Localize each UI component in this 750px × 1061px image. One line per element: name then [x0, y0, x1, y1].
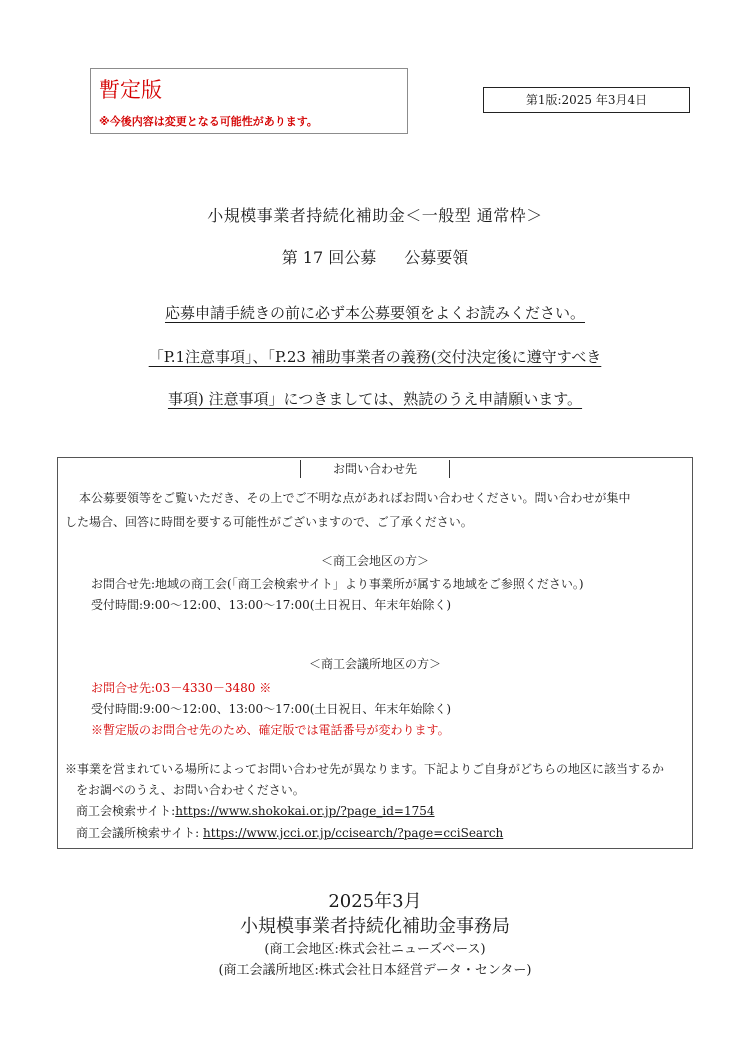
footnote-line-2: をお調べのうえ、お問い合わせください。 — [76, 783, 305, 797]
cci-hours: 受付時間:9:00～12:00、13:00～17:00(土日祝日、年末年始除く) — [91, 702, 452, 716]
subtitle-guidelines: 公募要領 — [404, 248, 469, 267]
footer-organization: 小規模事業者持続化補助金事務局 — [240, 916, 510, 937]
contact-intro-line-2: した場合、回答に時間を要する可能性がございますので、ご了承ください。 — [65, 515, 473, 529]
contact-heading: お問い合わせ先 — [300, 460, 450, 478]
warning-line-1: 応募申請手続きの前に必ず本公募要領をよくお読みください。 — [164, 304, 585, 322]
warning-line-2: 「P.1注意事項」、「P.23 補助事業者の義務(交付決定後に遵守すべき — [148, 348, 602, 366]
cci-search-link-row — [76, 827, 503, 839]
cci-heading: ＜商工会議所地区の方＞ — [308, 657, 441, 671]
shokokai-search-link-row — [76, 805, 435, 817]
footer-shokokai-operator: (商工会地区:株式会社ニューズベース) — [264, 942, 486, 957]
document-title: 小規模事業者持続化補助金＜一般型 通常枠＞ — [207, 206, 543, 225]
warning-line-3: 事項) 注意事項」につきましては、熟読のうえ申請願います。 — [167, 390, 583, 408]
shokokai-search-label: 商工会検索サイト: — [76, 804, 176, 818]
footer-date: 2025年3月 — [328, 891, 422, 912]
cci-note: ※暫定版のお問合せ先のため、確定版では電話番号が変わります。 — [91, 723, 450, 737]
footnote-line-1: ※事業を営まれている場所によってお問い合わせ先が異なります。下記よりご自身がどちらの地区に該当するか — [65, 762, 665, 776]
shokokai-contact: お問合せ先:地域の商工会(「商工会検索サイト」より事業所が属する地域をご参照ください。) — [91, 577, 584, 591]
cci-search-link[interactable]: https://www.jcci.or.jp/ccisearch/?page=cciSearch — [203, 826, 504, 840]
provisional-title: 暫定版 — [99, 78, 162, 102]
edition-label: 第1版:2025 年3月4日 — [483, 87, 690, 113]
shokokai-heading: ＜商工会地区の方＞ — [320, 554, 429, 568]
footer-cci-operator: (商工会議所地区:株式会社日本経営データ・センター) — [218, 963, 532, 978]
contact-intro-line-1: 本公募要領等をご覧いただき、その上でご不明な点があればお問い合わせください。問い合わせが集中 — [79, 491, 631, 505]
document-subtitle — [0, 245, 750, 268]
cci-contact: お問合せ先:03－4330－3480 ※ — [91, 681, 272, 695]
cci-search-label: 商工会議所検索サイト: — [76, 826, 204, 840]
provisional-note: ※今後内容は変更となる可能性があります。 — [99, 115, 318, 128]
shokokai-hours: 受付時間:9:00～12:00、13:00～17:00(土日祝日、年末年始除く) — [91, 598, 452, 612]
subtitle-round: 第 17 回公募 — [281, 248, 377, 267]
shokokai-search-link[interactable]: https://www.shokokai.or.jp/?page_id=1754 — [175, 804, 435, 818]
